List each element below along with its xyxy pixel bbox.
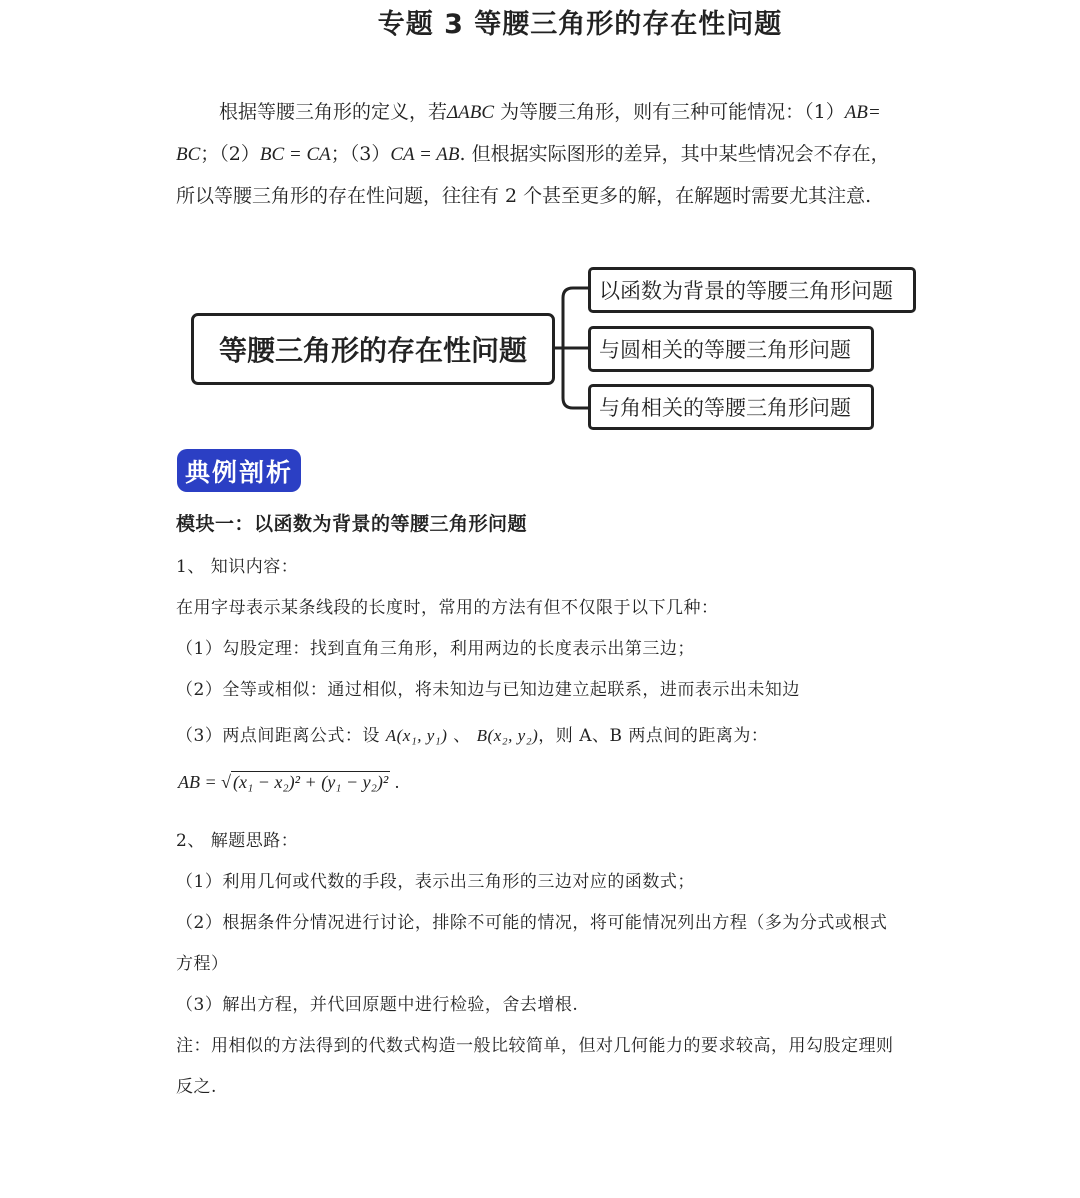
solution-step-1: （1）利用几何或代数的手段，表示出三角形的三边对应的函数式； [176,872,695,892]
intro-line-3: 所以等腰三角形的存在性问题，往往有 2 个甚至更多的解，在解题时需要尤其注意. [176,185,872,207]
intro-text: . 但根据实际图形的差异，其中某些情况会不存在， [459,143,890,165]
solution-step-2a: （2）根据条件分情况进行讨论，排除不可能的情况，将可能情况列出方程（多为分式或根式 [176,913,888,933]
item-text: （3）两点间距离公式：设 [176,726,386,746]
mind-map-branch-circle: 与圆相关的等腰三角形问题 [588,326,874,372]
point-b: B(x₂, y₂) [476,726,539,745]
math-expr: BC [176,144,201,165]
knowledge-item-3 [176,721,768,746]
distance-formula [178,772,399,793]
intro-text: ；（3） [330,143,391,165]
knowledge-item-2: （2）全等或相似：通过相似，将未知边与已知边建立起联系，进而表示出未知边 [176,680,800,700]
page-title: 专题 3 等腰三角形的存在性问题 [377,9,783,40]
solution-step-2b: 方程） [176,954,229,974]
intro-line-2 [176,139,936,166]
formula-lhs: AB = [178,772,222,792]
note-line-1: 注：用相似的方法得到的代数式构造一般比较简单，但对几何能力的要求较高，用勾股定理则 [176,1036,894,1056]
intro-text: 为等腰三角形，则有三种可能情况：（1） [494,101,845,123]
solution-step-3: （3）解出方程，并代回原题中进行检验，舍去增根. [176,995,579,1015]
mind-map-branch-angle: 与角相关的等腰三角形问题 [588,384,874,430]
note-line-2: 反之. [176,1077,217,1097]
item-text: ，则 A、B 两点间的距离为： [538,726,769,746]
module-title: 模块一：以函数为背景的等腰三角形问题 [176,513,528,535]
sqrt-icon: √ [221,772,232,792]
section-badge: 典例剖析 [177,449,301,492]
knowledge-intro: 在用字母表示某条线段的长度时，常用的方法有但不仅限于以下几种： [176,598,719,618]
math-expr: CA = AB [390,144,460,165]
formula-radicand: (x₁ − x₂)² + (y₁ − y₂)² [233,772,389,792]
math-expr: BC = CA [259,144,331,165]
point-a: A(x₁, y₁) [385,726,448,745]
formula-end: . [390,772,400,792]
solution-heading: 2、 解题思路： [176,831,299,851]
separator: 、 [447,726,477,746]
triangle-label: ΔABC [447,102,495,123]
knowledge-heading: 1、 知识内容： [176,557,299,577]
knowledge-item-1: （1）勾股定理：找到直角三角形，利用两边的长度表示出第三边； [176,639,695,659]
intro-text: 根据等腰三角形的定义，若 [219,101,448,123]
intro-line-1 [176,97,936,124]
math-expr: AB= [844,102,881,123]
intro-text: ；（2） [200,143,260,165]
mind-map-branch-function: 以函数为背景的等腰三角形问题 [588,267,916,313]
mind-map-main-node: 等腰三角形的存在性问题 [191,313,555,385]
